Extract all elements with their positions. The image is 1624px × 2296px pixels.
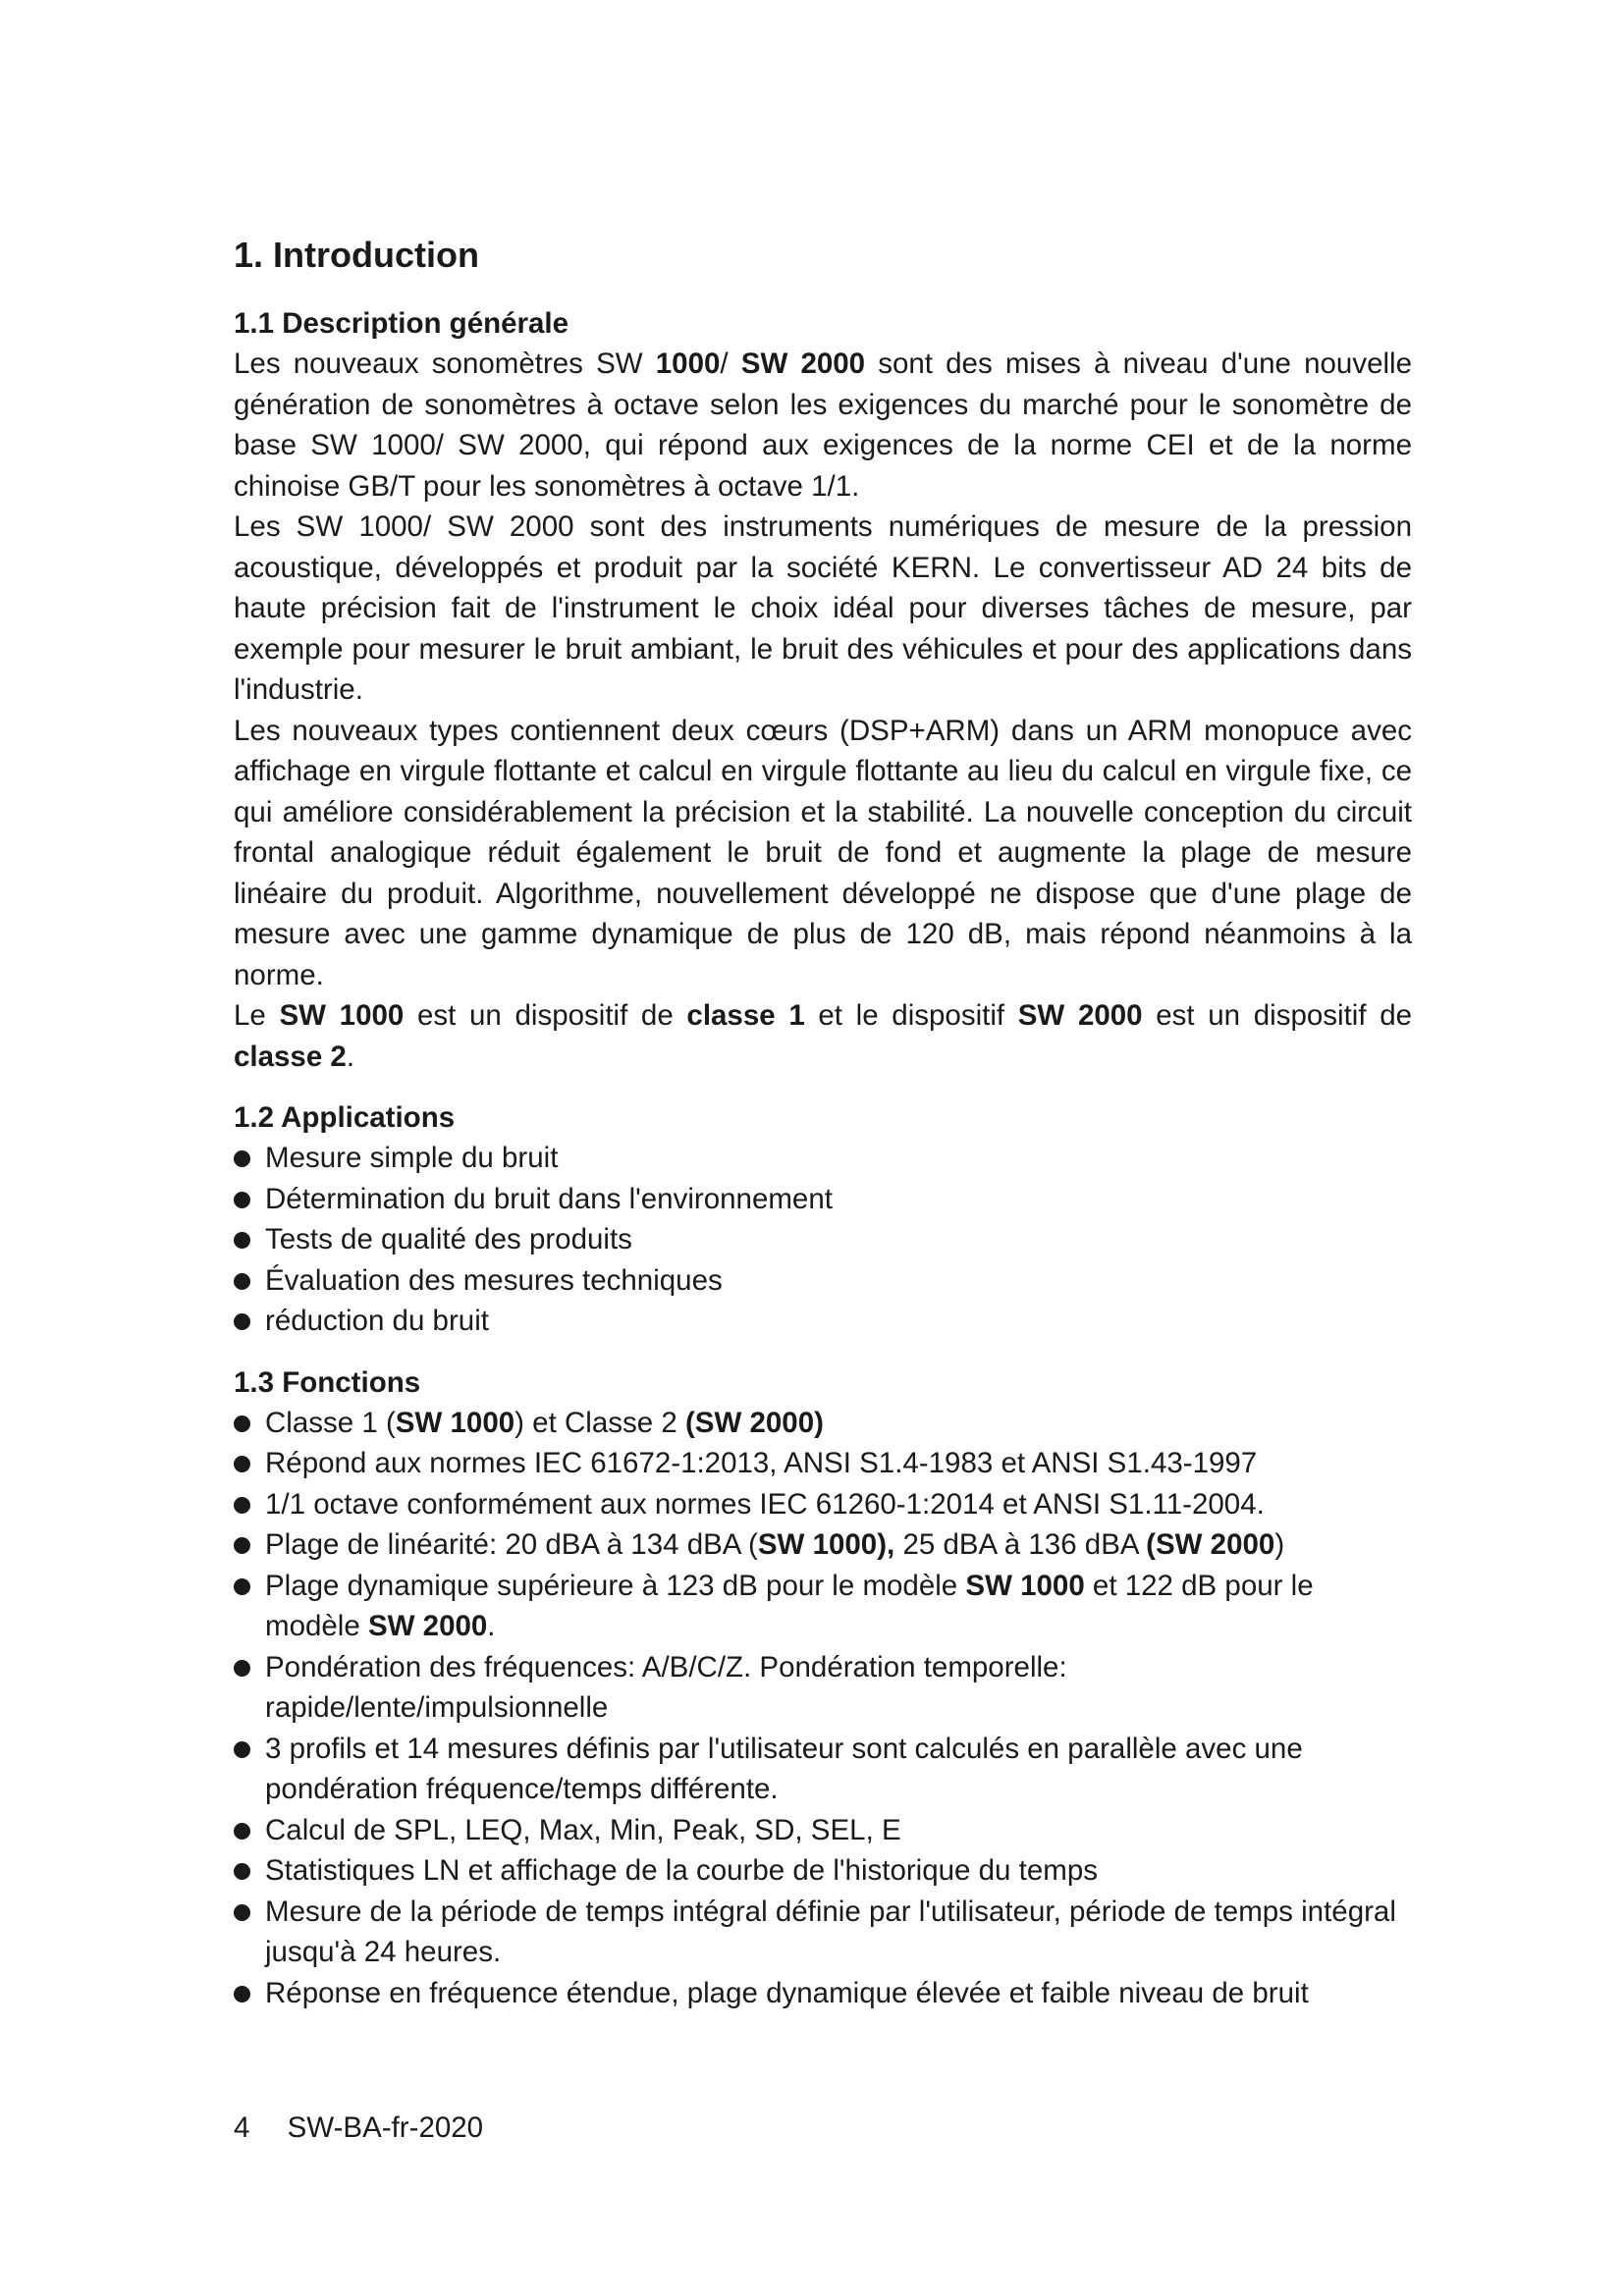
application-item: Tests de qualité des produits [234,1219,1412,1260]
text-run: ) et Classe 2 [514,1406,685,1439]
text-run: / [720,347,741,380]
function-item [234,1443,1412,1484]
text-run: 3 profils et 14 mesures définis par l'utilisateur sont calculés en parallèle avec une pondération fréquence/temps différente. [265,1732,1303,1805]
application-item: Détermination du bruit dans l'environnement [234,1179,1412,1220]
function-item [234,1810,1412,1851]
function-item [234,1892,1412,1973]
function-item [234,1973,1412,2014]
section-heading: 1.3 Fonctions [234,1365,421,1399]
text-run: . [487,1610,496,1642]
text-run: est un dispositif de [404,999,687,1032]
function-item [234,1729,1412,1810]
text-run: Les nouveaux sonomètres SW [234,347,656,380]
bold-text: classe 2 [234,1040,347,1073]
applications-list [234,1138,1412,1342]
paragraph-2: Les SW 1000/ SW 2000 sont des instruments numériques de mesure de la pression acoustique, développés et produit par la société KERN. Le convertisseur AD 24 bits de haute précision fait de l'instrument le choix idéal pour diverses tâches de mesure, par exemple pour mesurer le bruit ambiant, le bruit des véhicules et pour des applications dans l'industrie. [234,510,1412,706]
text-run: et le dispositif [804,999,1018,1032]
text-run: Plage dynamique supérieure à 123 dB pour le modèle [265,1569,966,1602]
page-footer [234,2109,483,2148]
bold-text: classe 1 [686,999,805,1032]
bold-text: SW 1000), [757,1528,895,1561]
bold-text: SW 1000 [279,999,405,1032]
function-item [234,1566,1412,1647]
text-run: Plage de linéarité: 20 dBA à 134 dBA ( [265,1528,758,1561]
text-run: 1/1 octave conformément aux normes IEC 61260-1:2014 et ANSI S1.11-2004. [265,1487,1265,1521]
bold-text: SW 2000 [1017,999,1143,1032]
text-run: Le [234,999,280,1032]
function-item [234,1647,1412,1729]
section-general-description [234,304,1412,1077]
paragraph-3: Les nouveaux types contiennent deux cœurs (DSP+ARM) dans un ARM monopuce avec affichage en virgule flottante et calcul en virgule flottante au lieu du calcul en virgule fixe, ce qui améliore considérablement la précision et la stabilité. La nouvelle conception du circuit frontal analogique réduit également le bruit de fond et augmente la plage de mesure linéaire du produit. Algorithme, nouvellement développé ne dispose que d'une plage de mesure avec une gamme dynamique de plus de 120 dB, mais répond néanmoins à la norme. [234,714,1412,991]
document-page [234,232,1412,2013]
bold-text: SW 2000 [740,347,866,380]
application-item: Évaluation des mesures techniques [234,1260,1412,1302]
application-item: réduction du bruit [234,1301,1412,1342]
paragraph-4 [234,995,1412,1077]
text-run: Statistiques LN et affichage de la courbe de l'historique du temps [265,1854,1098,1887]
bold-text: SW 1000 [395,1406,515,1439]
bold-text: (SW 2000 [1146,1528,1275,1561]
bold-text: 1000 [655,347,721,380]
function-item [234,1484,1412,1525]
application-item: Mesure simple du bruit [234,1138,1412,1179]
text-run: ) [1274,1528,1285,1561]
function-item [234,1403,1412,1444]
bold-text: SW 2000 [367,1610,488,1642]
section-functions [234,1363,1412,2014]
text-run: Calcul de SPL, LEQ, Max, Min, Peak, SD, SEL, E [265,1813,901,1846]
section-heading: 1.1 Description générale [234,307,569,340]
text-run: est un dispositif de [1142,999,1413,1032]
section-applications [234,1098,1412,1342]
text-run: . [346,1040,355,1073]
text-run: sont des mises à niveau d'une nouvelle génération de sonomètres à octave selon les exigences du marché pour le sonomètre de base SW 1000/ SW 2000, qui répond aux exigences de la norme CEI et de la norme chinoise GB/T pour les sonomètres à octave 1/1. [234,347,1412,503]
bold-text: SW 1000 [965,1569,1085,1602]
functions-list [234,1403,1412,2014]
section-heading: 1.2 Applications [234,1101,456,1134]
function-item [234,1850,1412,1892]
bold-text: (SW 2000) [684,1406,824,1439]
function-item [234,1524,1412,1566]
text-run: 25 dBA à 136 dBA [894,1528,1147,1561]
page-title: 1. Introduction [234,235,479,275]
text-run: Réponse en fréquence étendue, plage dynamique élevée et faible niveau de bruit [265,1976,1309,2009]
page-number: 4 [234,2111,250,2144]
text-run: Classe 1 ( [265,1406,396,1439]
text-run: Répond aux normes IEC 61672-1:2013, ANSI S1.4-1983 et ANSI S1.43-1997 [265,1447,1258,1479]
document-code: SW-BA-fr-2020 [287,2111,484,2144]
text-run: Mesure de la période de temps intégral définie par l'utilisateur, période de temps intégral jusqu'à 24 heures. [265,1895,1396,1968]
text-run: et 122 dB pour le modèle [265,1569,1314,1642]
text-run: Pondération des fréquences: A/B/C/Z. Pondération temporelle: rapide/lente/impulsionnelle [265,1650,1067,1724]
paragraph-1 [234,344,1412,507]
